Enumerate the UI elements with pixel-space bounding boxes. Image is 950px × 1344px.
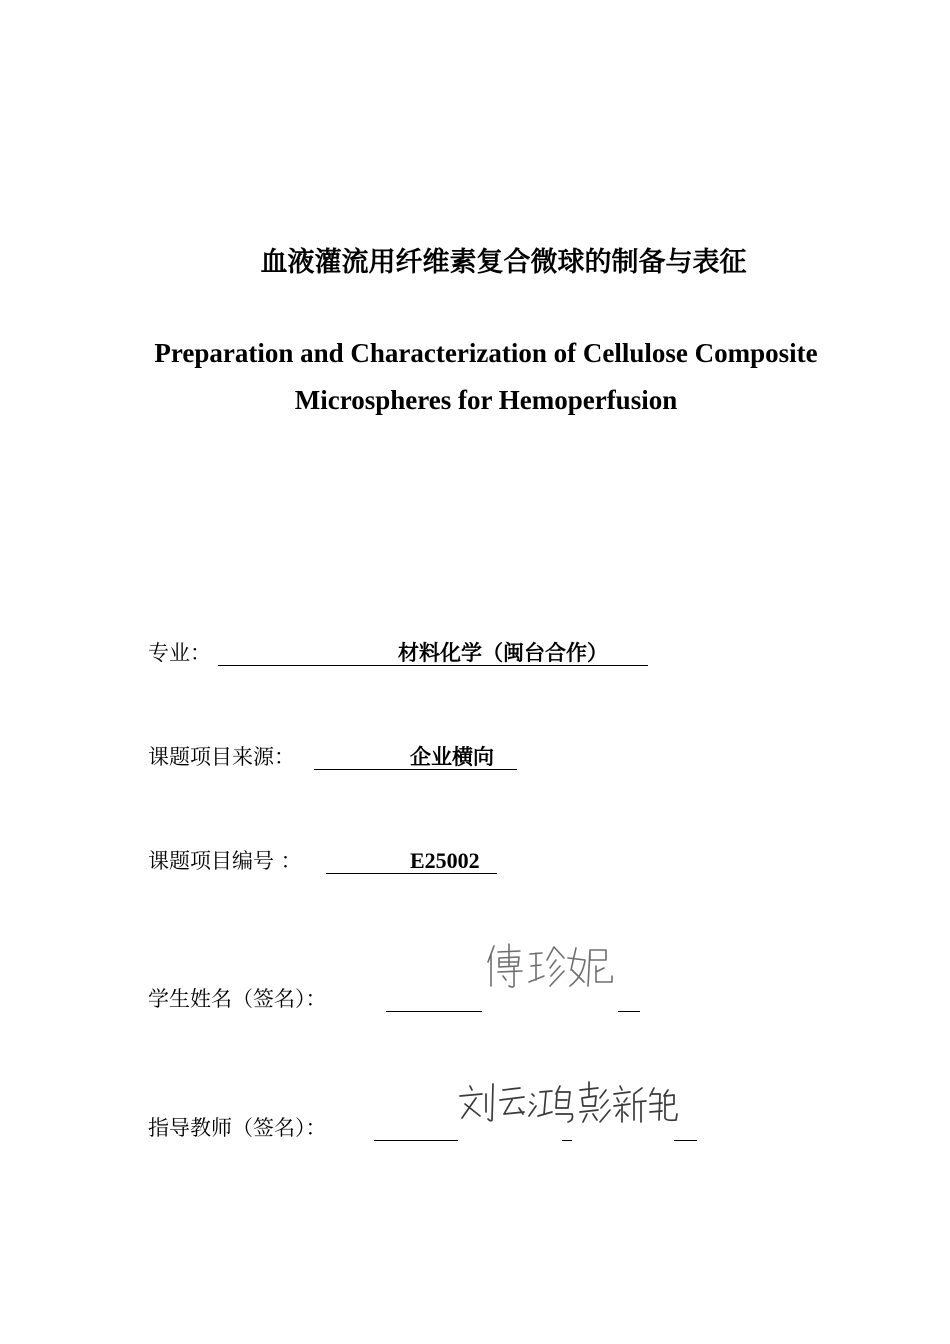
major-field bbox=[148, 638, 668, 668]
english-title-line-1: Preparation and Characterization of Cellulose Composite bbox=[154, 338, 818, 368]
advisor-underline-2 bbox=[562, 1140, 572, 1141]
major-value: 材料化学（闽台合作） bbox=[398, 641, 608, 665]
project-number-field bbox=[148, 846, 548, 876]
major-label: 专业： bbox=[148, 641, 211, 665]
chinese-title: 血液灌流用纤维素复合微球的制备与表征 bbox=[260, 247, 747, 278]
student-signature-label: 学生姓名（签名）： bbox=[148, 987, 327, 1011]
advisor-signature-label: 指导教师（签名）： bbox=[148, 1116, 327, 1140]
source-label: 课题项目来源： bbox=[148, 745, 295, 769]
student-handwritten-signature bbox=[484, 940, 616, 992]
english-title-line-2: Microspheres for Hemoperfusion bbox=[294, 385, 678, 415]
project-number-label: 课题项目编号 ： bbox=[148, 849, 302, 873]
source-field bbox=[148, 742, 548, 772]
student-underline-2 bbox=[618, 1011, 640, 1012]
source-value: 企业横向 bbox=[410, 745, 494, 769]
student-underline-1 bbox=[386, 1011, 482, 1012]
advisor-underline-3 bbox=[674, 1140, 697, 1141]
advisor-underline-1 bbox=[374, 1140, 458, 1141]
project-number-value: E25002 bbox=[410, 848, 480, 873]
advisor-handwritten-signature bbox=[456, 1074, 678, 1132]
